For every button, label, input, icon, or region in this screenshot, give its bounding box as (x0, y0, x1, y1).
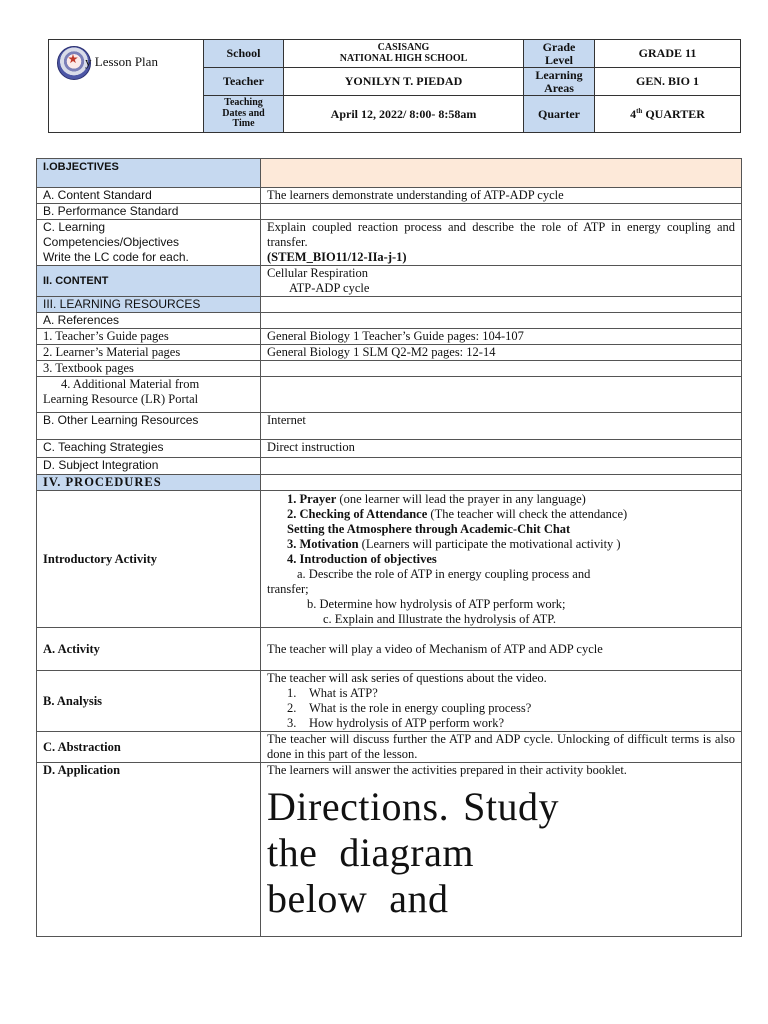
learning-areas-label (524, 68, 595, 96)
additional-value-cell (261, 377, 742, 413)
directions-word: the (267, 830, 318, 875)
textbook-value-cell (261, 361, 742, 377)
analysis-question (267, 701, 735, 716)
lm-value: General Biology 1 SLM Q2-M2 pages: 12-14 (267, 345, 496, 359)
activity-label: A. Activity (43, 641, 100, 656)
school-name-line1: CASISANG (377, 42, 430, 53)
integration-value-cell (261, 458, 742, 475)
objective-b-line: b. Determine how hydrolysis of ATP perform work; (307, 597, 566, 611)
application-label-cell (37, 763, 261, 937)
lesson-plan-header (48, 39, 741, 133)
performance-standard-value-cell (261, 204, 742, 220)
attendance-line (267, 507, 735, 522)
application-value: The learners will answer the activities prepared in their activity booklet. (267, 763, 627, 777)
content-heading-cell (37, 266, 261, 297)
attendance-text: (The teacher will check the attendance) (427, 507, 628, 521)
intro-label: Introductory Activity (43, 551, 157, 566)
objectives-heading: I.OBJECTIVES (43, 161, 119, 173)
grade-level-label (524, 40, 595, 68)
lc-value: Explain coupled reaction process and describe the role of ATP in energy coupling and transfer. (267, 220, 735, 249)
references-value-cell (261, 313, 742, 329)
directions-line2 (267, 830, 735, 876)
intro-objectives-line: 4. Introduction of objectives (287, 552, 437, 566)
other-resources-value: Internet (267, 413, 306, 427)
activity-value-cell (261, 628, 742, 671)
learning-areas-value: GEN. BIO 1 (595, 68, 741, 96)
lesson-plan-table (36, 158, 742, 937)
content-standard-value-cell (261, 188, 742, 204)
resources-heading: III. LEARNING RESOURCES (43, 297, 201, 311)
lm-value-cell (261, 345, 742, 361)
content-value-cell (261, 266, 742, 297)
teaching-dates-label-line1: Teaching (224, 97, 263, 109)
performance-standard-label: B. Performance Standard (43, 204, 179, 218)
resources-heading-fill (261, 297, 742, 313)
directions-word: Study (463, 784, 559, 829)
quarter-word: QUARTER (642, 106, 705, 121)
objective-a-line: a. Describe the role of ATP in energy coupling process and (297, 567, 591, 581)
objectives-heading-fill (261, 159, 742, 188)
analysis-question-number: 1. (287, 686, 297, 700)
motivation-bold: 3. Motivation (287, 537, 359, 551)
tg-label-cell (37, 329, 261, 345)
motivation-line (267, 537, 735, 552)
strategies-value: Direct instruction (267, 440, 355, 454)
prayer-line (267, 492, 735, 507)
activity-label-cell (37, 628, 261, 671)
activity-value: The teacher will play a video of Mechanism of ATP and ADP cycle (267, 641, 603, 656)
analysis-question-text: What is the role in energy coupling process? (309, 701, 532, 715)
directions-line1 (267, 784, 735, 830)
abstraction-value: The teacher will discuss further the ATP and ADP cycle. Unlocking of difficult terms is also done in this part of the lesson. (267, 732, 735, 761)
teaching-dates-label (204, 96, 284, 133)
directions-line3 (267, 876, 735, 922)
other-resources-label-cell (37, 413, 261, 440)
analysis-question-number: 2. (287, 701, 297, 715)
directions-text (267, 784, 735, 922)
additional-label-line2: Learning Resource (LR) Portal (43, 392, 199, 406)
analysis-label-cell (37, 671, 261, 732)
application-value-cell (261, 763, 742, 937)
tg-label: 1. Teacher’s Guide pages (43, 329, 169, 343)
analysis-question (267, 716, 735, 731)
procedures-heading: IV. PROCEDURES (43, 475, 162, 489)
learning-areas-label-line1: Learning (535, 67, 583, 82)
content-line1: Cellular Respiration (267, 266, 369, 280)
additional-label-cell (37, 377, 261, 413)
other-resources-value-cell (261, 413, 742, 440)
integration-label-cell (37, 458, 261, 475)
content-heading: II. CONTENT (43, 275, 109, 287)
lc-label-line1: C. Learning (43, 220, 106, 234)
analysis-question-text: What is ATP? (309, 686, 378, 700)
teaching-dates-value: April 12, 2022/ 8:00- 8:58am (284, 96, 524, 133)
content-line2: ATP-ADP cycle (289, 281, 370, 295)
content-standard-label: A. Content Standard (43, 188, 152, 202)
objective-a-cont: transfer; (267, 582, 309, 596)
grade-level-label-line1: Grade (542, 39, 576, 54)
analysis-question-text: How hydrolysis of ATP perform work? (309, 716, 505, 730)
other-resources-label: B. Other Learning Resources (43, 413, 199, 427)
attendance-bold: 2. Checking of Attendance (287, 507, 428, 521)
analysis-question (267, 686, 735, 701)
grade-level-label-line2: Level (545, 52, 573, 67)
quarter-label: Quarter (524, 96, 595, 133)
lesson-plan-title: y Lesson Plan (85, 54, 158, 69)
analysis-intro: The teacher will ask series of questions about the video. (267, 671, 547, 685)
intro-label-cell (37, 491, 261, 628)
integration-label: D. Subject Integration (43, 458, 159, 472)
references-label-cell (37, 313, 261, 329)
school-label: School (204, 40, 284, 68)
strategies-label: C. Teaching Strategies (43, 440, 164, 454)
additional-label-line1: 4. Additional Material from (61, 377, 200, 391)
strategies-value-cell (261, 440, 742, 458)
lc-label-cell (37, 220, 261, 266)
analysis-question-number: 3. (287, 716, 297, 730)
abstraction-value-cell (261, 732, 742, 763)
school-name-line2: NATIONAL HIGH SCHOOL (339, 52, 468, 64)
tg-value-cell (261, 329, 742, 345)
analysis-label: B. Analysis (43, 693, 103, 708)
learning-areas-label-line2: Areas (544, 80, 574, 95)
lc-label-line2: Competencies/Objectives (43, 235, 180, 249)
directions-word: diagram (339, 830, 474, 875)
objective-c-line: c. Explain and Illustrate the hydrolysis of ATP. (323, 612, 556, 626)
objectives-heading-cell (37, 159, 261, 188)
quarter-value (595, 96, 741, 133)
content-standard-label-cell (37, 188, 261, 204)
prayer-text: (one learner will lead the prayer in any language) (336, 492, 586, 506)
analysis-value-cell (261, 671, 742, 732)
teaching-dates-label-line3: Time (232, 118, 255, 130)
procedures-heading-fill (261, 475, 742, 491)
strategies-label-cell (37, 440, 261, 458)
teacher-label: Teacher (204, 68, 284, 96)
abstraction-label: C. Abstraction (43, 739, 121, 754)
school-name (284, 40, 524, 68)
lc-code: (STEM_BIO11/12-IIa-j-1) (267, 250, 407, 264)
lc-value-cell (261, 220, 742, 266)
intro-value-cell (261, 491, 742, 628)
resources-heading-cell (37, 297, 261, 313)
textbook-label-cell (37, 361, 261, 377)
directions-word: and (389, 876, 449, 921)
directions-word: below (267, 876, 368, 921)
atmosphere-line: Setting the Atmosphere through Academic-Chit Chat (287, 522, 571, 536)
performance-standard-label-cell (37, 204, 261, 220)
quarter-num: 4 (630, 106, 637, 121)
tg-value: General Biology 1 Teacher’s Guide pages: 104-107 (267, 329, 524, 343)
content-standard-value: The learners demonstrate understanding of ATP-ADP cycle (267, 188, 564, 202)
abstraction-label-cell (37, 732, 261, 763)
textbook-label: 3. Textbook pages (43, 361, 134, 375)
application-label: D. Application (43, 763, 121, 777)
teaching-dates-label-line2: Dates and (222, 107, 265, 119)
directions-word: Directions. (267, 784, 450, 829)
prayer-bold: 1. Prayer (287, 492, 337, 506)
logo-cell (49, 40, 204, 133)
procedures-heading-cell (37, 475, 261, 491)
lm-label-cell (37, 345, 261, 361)
lc-label-line3: Write the LC code for each. (43, 250, 189, 264)
lm-label: 2. Learner’s Material pages (43, 345, 181, 359)
motivation-text: (Learners will participate the motivational activity ) (358, 537, 621, 551)
teacher-name: YONILYN T. PIEDAD (284, 68, 524, 96)
references-label: A. References (43, 313, 120, 327)
quarter-sup: th (636, 106, 643, 115)
grade-level-value: GRADE 11 (595, 40, 741, 68)
